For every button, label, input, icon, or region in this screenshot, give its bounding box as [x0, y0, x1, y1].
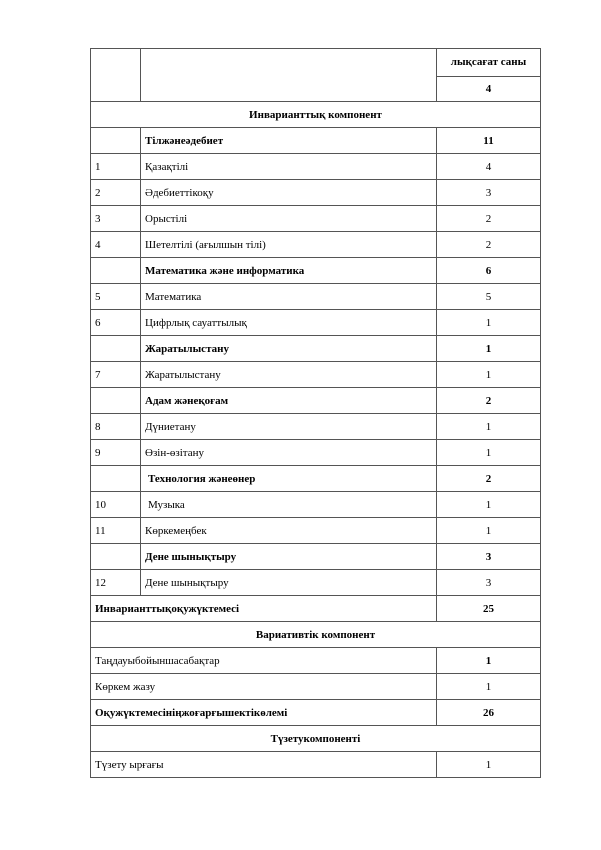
table-row	[91, 310, 541, 336]
hours-value: 3	[437, 570, 541, 596]
hours-value: 2	[437, 206, 541, 232]
hours-count-value: 4	[437, 76, 541, 101]
table-row	[91, 336, 541, 362]
hours-count-header: лықсағат саны	[437, 49, 541, 77]
table-row	[91, 648, 541, 674]
row-number: 7	[91, 362, 141, 388]
row-number: 4	[91, 232, 141, 258]
max-load-label: Оқужүктемесініңжоғарғышектікөлемі	[91, 700, 437, 726]
hours-value: 1	[437, 674, 541, 700]
subject-name: Таңдауыбойыншасабақтар	[91, 648, 437, 674]
section-row	[91, 102, 541, 128]
hours-value: 2	[437, 388, 541, 414]
row-number: 9	[91, 440, 141, 466]
subject-name: Қазақтілі	[141, 154, 437, 180]
table-row	[91, 232, 541, 258]
row-number: 12	[91, 570, 141, 596]
table-row	[91, 128, 541, 154]
curriculum-table	[90, 48, 541, 778]
hours-value: 1	[437, 310, 541, 336]
section-row	[91, 622, 541, 648]
subject-name: Цифрлық сауаттылық	[141, 310, 437, 336]
hours-value: 1	[437, 518, 541, 544]
row-number: 2	[91, 180, 141, 206]
table-row	[91, 492, 541, 518]
table-header-row	[91, 49, 541, 77]
subject-name: Көркемеңбек	[141, 518, 437, 544]
subject-group-name: Адам жәнеқоғам	[141, 388, 437, 414]
max-load-value: 26	[437, 700, 541, 726]
variative-section-title: Вариативтік компонент	[91, 622, 541, 648]
subject-group-name: Жаратылыстану	[141, 336, 437, 362]
subject-name: Орыстілі	[141, 206, 437, 232]
row-number: 10	[91, 492, 141, 518]
invariant-section-title: Инварианттық компонент	[91, 102, 541, 128]
hours-value: 1	[437, 440, 541, 466]
hours-value: 5	[437, 284, 541, 310]
hours-value: 2	[437, 232, 541, 258]
row-number: 8	[91, 414, 141, 440]
hours-value: 1	[437, 336, 541, 362]
correction-section-title: Түзетукомпоненті	[91, 726, 541, 752]
subject-name: Дене шынықтыру	[141, 570, 437, 596]
table-row	[91, 180, 541, 206]
hours-value: 11	[437, 128, 541, 154]
hours-value: 1	[437, 492, 541, 518]
subject-name: Дүниетану	[141, 414, 437, 440]
subject-group-name: Тілжәнеәдебиет	[141, 128, 437, 154]
row-number: 6	[91, 310, 141, 336]
subject-group-name: Математика және информатика	[141, 258, 437, 284]
table-row	[91, 258, 541, 284]
hours-value: 2	[437, 466, 541, 492]
table-row	[91, 362, 541, 388]
subject-name: Математика	[141, 284, 437, 310]
table-row	[91, 544, 541, 570]
table-row	[91, 466, 541, 492]
table-row	[91, 570, 541, 596]
hours-value: 1	[437, 752, 541, 778]
table-row	[91, 154, 541, 180]
row-number: 3	[91, 206, 141, 232]
row-number: 11	[91, 518, 141, 544]
subject-name: Өзін-өзітану	[141, 440, 437, 466]
hours-value: 6	[437, 258, 541, 284]
hours-value: 3	[437, 180, 541, 206]
hours-value: 1	[437, 362, 541, 388]
subject-name: Музыка	[141, 492, 437, 518]
invariant-total-label: Инварианттықоқужүктемесі	[91, 596, 437, 622]
max-load-row	[91, 700, 541, 726]
subject-name: Түзету ырғағы	[91, 752, 437, 778]
table-row	[91, 674, 541, 700]
subject-group-name: Технология жәнеөнер	[141, 466, 437, 492]
hours-value: 3	[437, 544, 541, 570]
hours-value: 1	[437, 648, 541, 674]
invariant-total-value: 25	[437, 596, 541, 622]
section-row	[91, 726, 541, 752]
table-row	[91, 518, 541, 544]
table-row	[91, 414, 541, 440]
table-row	[91, 388, 541, 414]
subject-group-name: Дене шынықтыру	[141, 544, 437, 570]
table-row	[91, 752, 541, 778]
hours-value: 4	[437, 154, 541, 180]
subject-name: Әдебиеттікоқу	[141, 180, 437, 206]
table-row	[91, 440, 541, 466]
row-number: 1	[91, 154, 141, 180]
invariant-total-row	[91, 596, 541, 622]
subject-name: Жаратылыстану	[141, 362, 437, 388]
subject-name: Көркем жазу	[91, 674, 437, 700]
row-number: 5	[91, 284, 141, 310]
subject-name: Шетелтілі (ағылшын тілі)	[141, 232, 437, 258]
table-row	[91, 284, 541, 310]
hours-value: 1	[437, 414, 541, 440]
table-row	[91, 206, 541, 232]
